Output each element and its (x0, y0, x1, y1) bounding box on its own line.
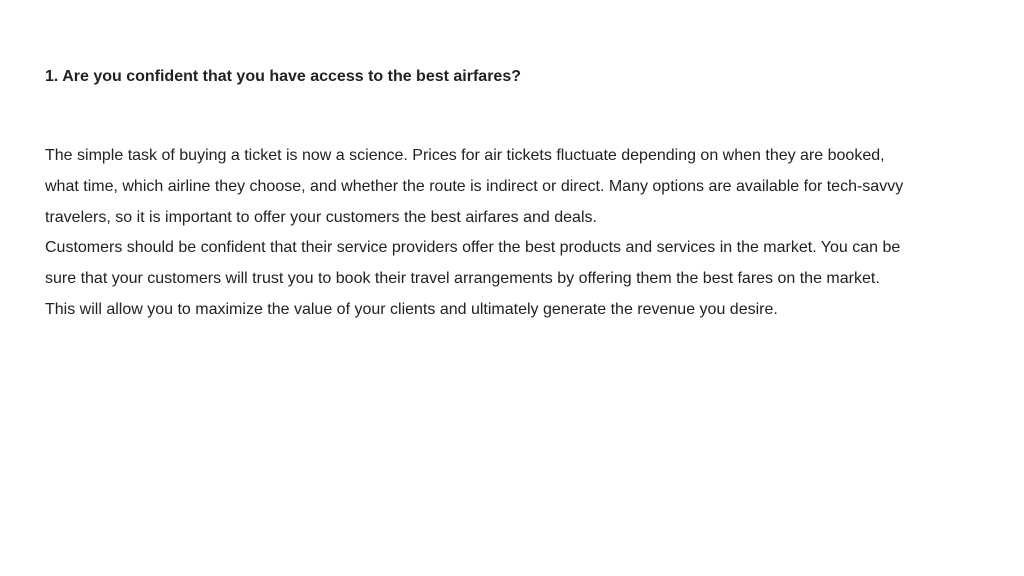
paragraph-1 (45, 141, 995, 233)
text-line: what time, which airline they choose, and whether the route is indirect or direct. Many options are available for tech-savvy (45, 177, 904, 195)
text-line: This will allow you to maximize the value of your clients and ultimately generate the revenue you desire. (45, 300, 778, 318)
paragraph-2 (45, 233, 995, 325)
text-line: Customers should be confident that their service providers offer the best products and services in the market. You can be (45, 239, 901, 257)
body-text (45, 141, 995, 326)
text-line: The simple task of buying a ticket is now a science. Prices for air tickets fluctuate depending on when they are booked, (45, 147, 885, 164)
text-line: travelers, so it is important to offer your customers the best airfares and deals. (45, 208, 597, 226)
text-line: sure that your customers will trust you to book their travel arrangements by offering them the best fares on the market. (45, 270, 880, 288)
question-heading: 1. Are you confident that you have access to the best airfares? (45, 68, 521, 85)
